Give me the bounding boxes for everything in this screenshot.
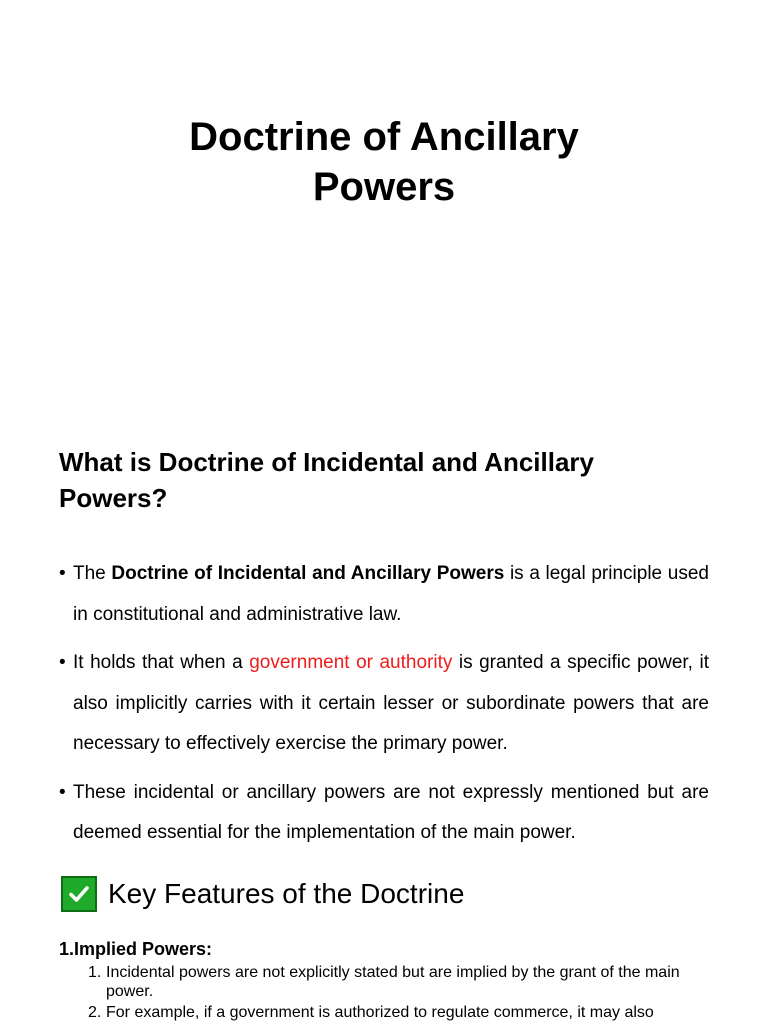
title-line-1: Doctrine of Ancillary [189, 115, 579, 159]
bullet-text: These incidental or ancillary powers are not expressly mentioned but are deemed essential for the implementation of the main power. [73, 781, 709, 843]
bullet-text-prefix: The [73, 563, 112, 584]
bullet-text-highlight: government or authority [249, 652, 453, 673]
bullet-item [59, 554, 709, 635]
list-item [88, 963, 728, 1001]
section-heading-line-1: What is Doctrine of Incidental and Ancillary [59, 447, 595, 477]
key-features-heading [61, 872, 464, 916]
list-item-number: 1. [88, 964, 102, 981]
implied-powers-heading: 1.Implied Powers: [59, 939, 213, 959]
list-item-number: 2. [88, 1004, 102, 1021]
bullet-item [59, 773, 709, 854]
bullet-item [59, 643, 709, 765]
bullet-text-suffix: is a legal principle used in constitutional and administrative law. [73, 563, 709, 625]
title-line-2: Powers [312, 165, 456, 209]
implied-powers-list [88, 963, 728, 1024]
bullet-marker: • [59, 652, 66, 673]
bullet-text-prefix: It holds that when a [73, 652, 250, 673]
document-title [0, 112, 768, 212]
bullet-text-bold: Doctrine of Incidental and Ancillary Powers [111, 563, 505, 584]
list-item-text: Incidental powers are not explicitly stated but are implied by the grant of the main power. [106, 964, 680, 1000]
key-features-heading-text: Key Features of the Doctrine [108, 878, 465, 909]
bullet-marker: • [59, 781, 66, 803]
bullet-text-suffix: is granted a specific power, it also implicitly carries with it certain lesser or subordinate powers that are necessary to effectively exercise the primary power. [73, 652, 709, 754]
definition-bullet-list [59, 554, 709, 862]
section-heading [59, 444, 719, 516]
bullet-marker: • [59, 563, 66, 584]
list-item-text: For example, if a government is authorized to regulate commerce, it may also [106, 1004, 654, 1021]
check-mark-box-icon [61, 876, 97, 912]
section-heading-line-2: Powers? [59, 483, 168, 513]
list-item [88, 1003, 728, 1022]
